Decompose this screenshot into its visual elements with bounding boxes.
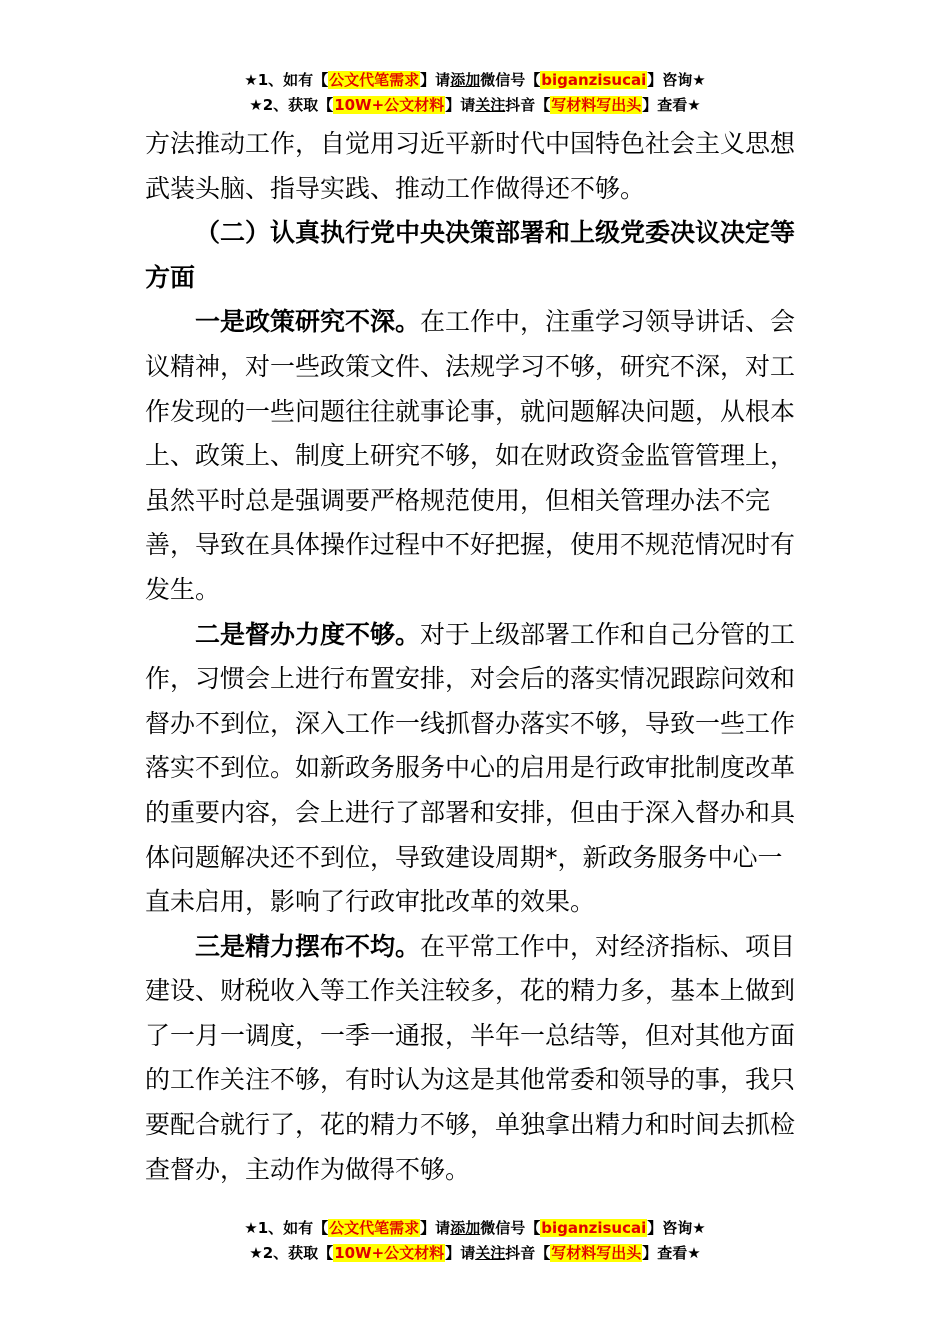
promo-1-wechat-id: biganzisucai bbox=[541, 71, 647, 89]
footer-2-mid: 】请 bbox=[445, 1244, 476, 1262]
footer-2-douyin-id: 写材料写出头 bbox=[551, 1244, 642, 1262]
footer-promo-banner bbox=[0, 1216, 950, 1266]
point-2-text: 对于上级部署工作和自己分管的工作，习惯会上进行布置安排，对会后的落实情况跟踪问效和督办不到位，深入工作一线抓督办落实不够，导致一些工作落实不到位。如新政务服务中心的启用是行政审批制度改革的重要内容，会上进行了部署和安排，但由于深入督办和具体问题解决还不到位，导致建设周期*，新政务服务中心一直未启用，影响了行政审批改革的效果。 bbox=[145, 619, 796, 917]
promo-2-suffix: 】查看★ bbox=[642, 96, 701, 114]
footer-1-wechat-label: 微信号【 bbox=[480, 1219, 541, 1237]
footer-1-add-emphasis: 添加 bbox=[450, 1219, 481, 1237]
promo-2-follow-emphasis: 关注 bbox=[475, 96, 506, 114]
promo-2-douyin-label: 抖音【 bbox=[505, 96, 551, 114]
point-1-title: 一是政策研究不深。 bbox=[195, 307, 421, 337]
intro-paragraph: 方法推动工作，自觉用习近平新时代中国特色社会主义思想武装头脑、指导实践、推动工作做得还不够。 bbox=[145, 129, 796, 203]
promo-2-material-highlight: 10W+公文材料 bbox=[334, 96, 445, 114]
footer-2-material-highlight: 10W+公文材料 bbox=[334, 1244, 445, 1262]
promo-2-prefix: ★2、获取【 bbox=[249, 96, 334, 114]
footer-1-mid: 】请 bbox=[420, 1219, 451, 1237]
header-promo-banner bbox=[0, 68, 950, 118]
footer-2-prefix: ★2、获取【 bbox=[249, 1244, 334, 1262]
section-heading: （二）认真执行党中央决策部署和上级党委决议决定等方面 bbox=[145, 218, 796, 292]
promo-2-douyin-id: 写材料写出头 bbox=[551, 96, 642, 114]
promo-line-1 bbox=[0, 68, 950, 93]
footer-1-service-highlight: 公文代笔需求 bbox=[329, 1219, 420, 1237]
promo-1-service-highlight: 公文代笔需求 bbox=[329, 71, 420, 89]
point-1-paragraph bbox=[145, 300, 805, 612]
footer-promo-line-1 bbox=[0, 1216, 950, 1241]
point-2-title: 二是督办力度不够。 bbox=[195, 619, 421, 649]
promo-1-prefix: ★1、如有【 bbox=[244, 71, 329, 89]
promo-1-wechat-label: 微信号【 bbox=[480, 71, 541, 89]
point-3-text: 在平常工作中，对经济指标、项目建设、财税收入等工作关注较多，花的精力多，基本上做到了一月一调度，一季一通报，半年一总结等，但对其他方面的工作关注不够，有时认为这是其他常委和领导的事，我只要配合就行了，花的精力不够，单独拿出精力和时间去抓检查督办，主动作为做得不够。 bbox=[145, 931, 796, 1184]
point-2-paragraph bbox=[145, 613, 805, 925]
promo-1-add-emphasis: 添加 bbox=[450, 71, 481, 89]
promo-2-mid: 】请 bbox=[445, 96, 476, 114]
point-3-title: 三是精力摆布不均。 bbox=[195, 931, 421, 961]
promo-1-mid: 】请 bbox=[420, 71, 451, 89]
point-3-paragraph bbox=[145, 925, 805, 1193]
footer-1-suffix: 】咨询★ bbox=[647, 1219, 706, 1237]
footer-2-suffix: 】查看★ bbox=[642, 1244, 701, 1262]
promo-1-suffix: 】咨询★ bbox=[647, 71, 706, 89]
promo-line-2 bbox=[0, 93, 950, 118]
footer-promo-line-2 bbox=[0, 1241, 950, 1266]
footer-2-douyin-label: 抖音【 bbox=[505, 1244, 551, 1262]
footer-1-wechat-id: biganzisucai bbox=[541, 1219, 647, 1237]
document-body bbox=[145, 122, 805, 1192]
point-1-text: 在工作中，注重学习领导讲话、会议精神，对一些政策文件、法规学习不够，研究不深，对工作发现的一些问题往往就事论事，就问题解决问题，从根本上、政策上、制度上研究不够，如在财政资金监管管理上，虽然平时总是强调要严格规范使用，但相关管理办法不完善，导致在具体操作过程中不好把握，使用不规范情况时有发生。 bbox=[145, 307, 796, 604]
footer-2-follow-emphasis: 关注 bbox=[475, 1244, 506, 1262]
footer-1-prefix: ★1、如有【 bbox=[244, 1219, 329, 1237]
